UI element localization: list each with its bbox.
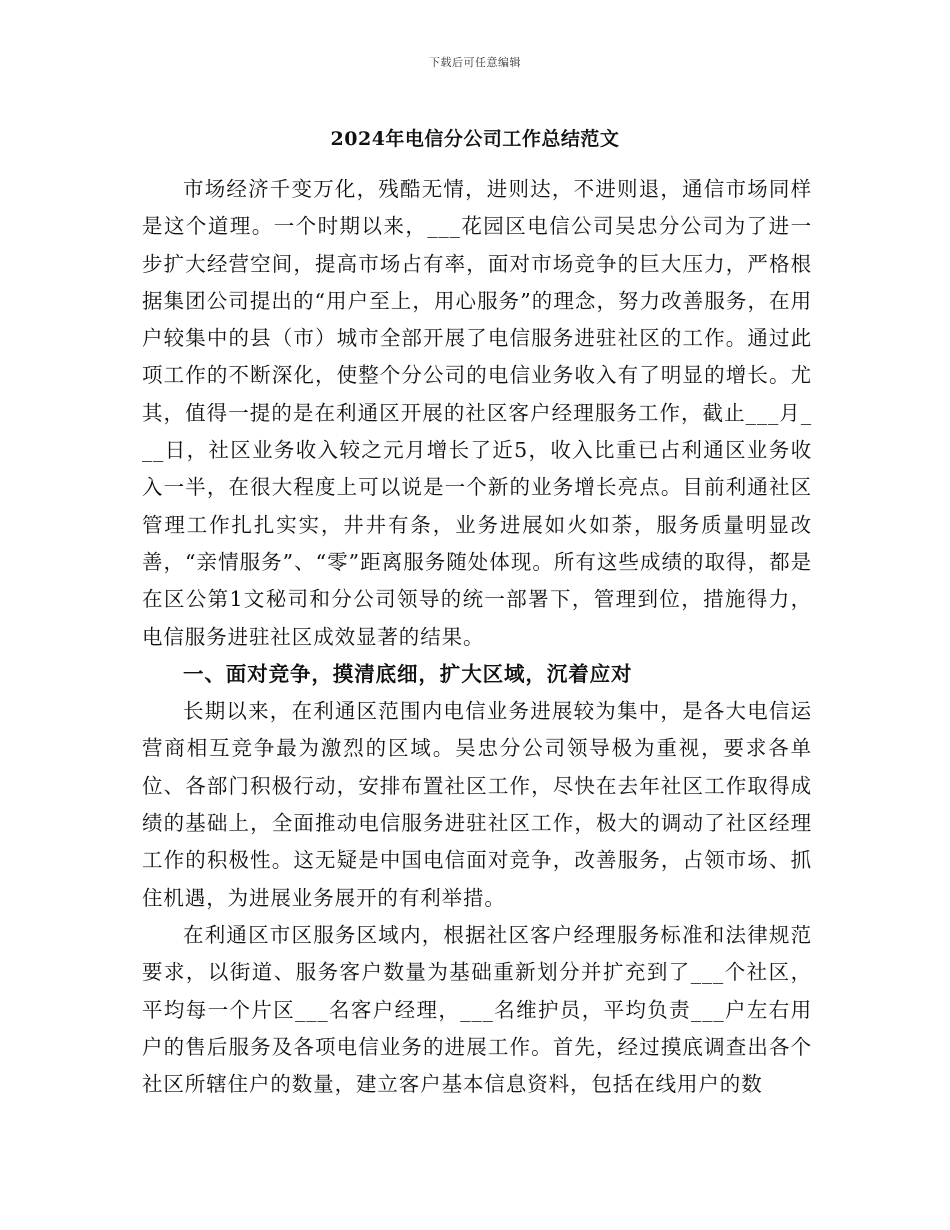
document-body — [142, 171, 812, 1103]
paragraph-section-1b: 在利通区市区服务区域内，根据社区客户经理服务标准和法律规范要求，以街道、服务客户数量为基础重新划分并扩充到了___个社区，平均每一个片区___名客户经理，___名维护员，平均负责___户左右用户的售后服务及各项电信业务的进展工作。首先，经过摸底调查出各个社区所辖住户的数量，建立客户基本信息资料，包括在线用户的数 — [142, 922, 812, 1097]
paragraph-section-1a: 长期以来，在利通区范围内电信业务进展较为集中，是各大电信运营商相互竞争最为激烈的区域。吴忠分公司领导极为重视，要求各单位、各部门积极行动，安排布置社区工作，尽快在去年社区工作取得成绩的基础上，全面推动电信服务进驻社区工作，极大的调动了社区经理工作的积极性。这无疑是中国电信面对竞争，改善服务，占领市场、抓住机遇，为进展业务展开的有利举措。 — [142, 699, 812, 910]
header-note: 下载后可任意编辑 — [429, 56, 521, 69]
section-heading-1: 一、面对竞争，摸清底细，扩大区域，沉着应对 — [183, 661, 633, 686]
paragraph-intro: 市场经济千变万化，残酷无情，进则达，不进则退，通信市场同样是这个道理。一个时期以来，___花园区电信公司吴忠分公司为了进一步扩大经营空间，提高市场占有率，面对市场竞争的巨大压力，严格根据集团公司提出的“用户至上，用心服务”的理念，努力改善服务，在用户较集中的县（市）城市全部开展了电信服务进驻社区的工作。通过此项工作的不断深化，使整个分公司的电信业务收入有了明显的增长。尤其，值得一提的是在利通区开展的社区客户经理服务工作，截止___月___日，社区业务收入较之元月增长了近5，收入比重已占利通区业务收入一半，在很大程度上可以说是一个新的业务增长亮点。目前利通社区管理工作扎扎实实，井井有条，业务进展如火如荼，服务质量明显改善，“亲情服务”、“零”距离服务随处体现。所有这些成绩的取得，都是在区公第1文秘司和分公司领导的统一部署下，管理到位，措施得力，电信服务进驻社区成效显著的结果。 — [142, 177, 812, 649]
document-title: 2024年电信分公司工作总结范文 — [330, 128, 620, 150]
